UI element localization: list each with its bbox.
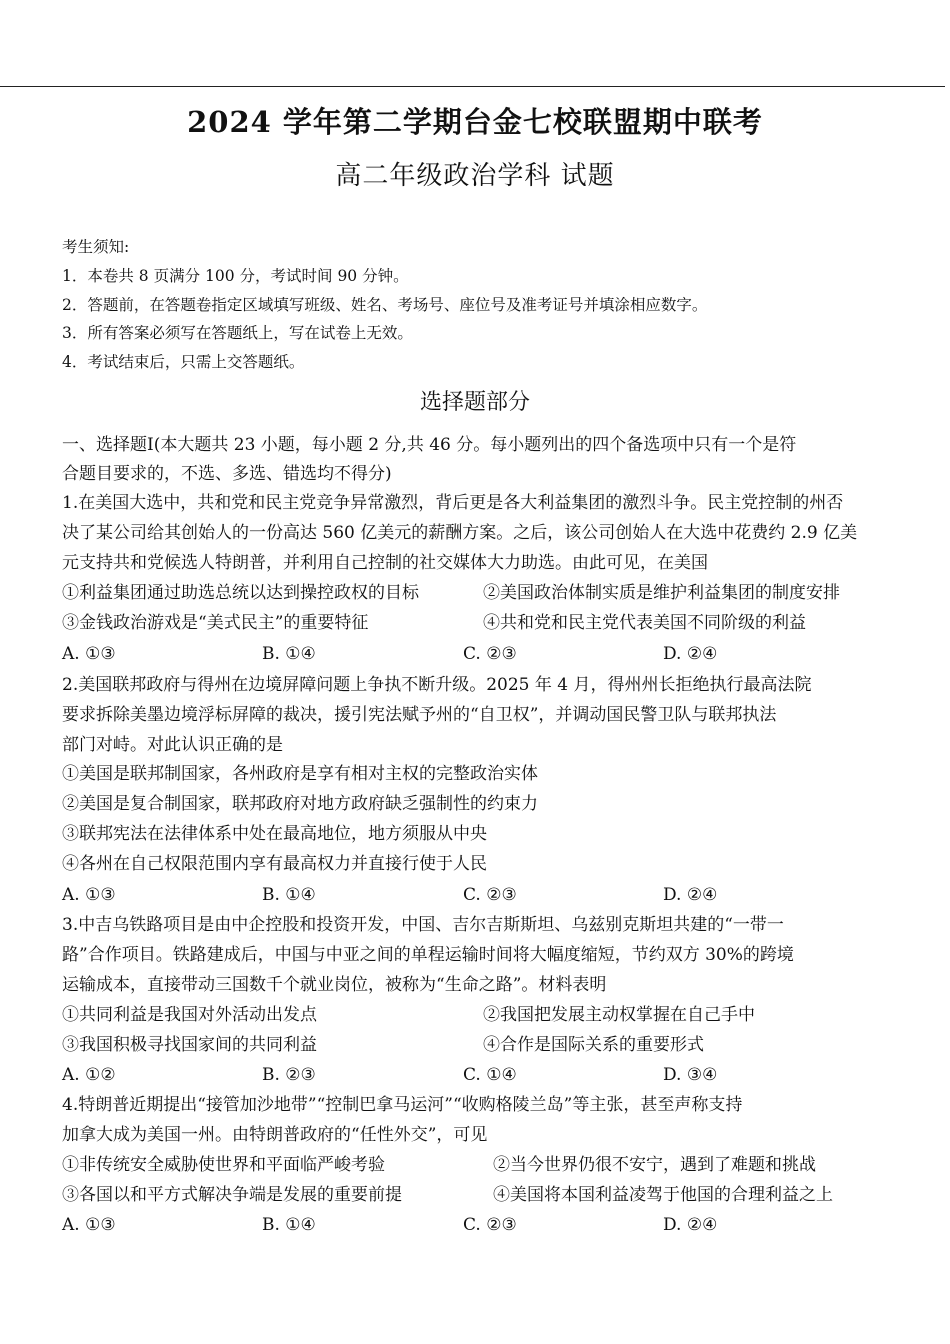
option-b[interactable]: B. ①④ <box>262 644 316 664</box>
statement: ④共和党和民主党代表美国不同阶级的利益 <box>483 613 806 633</box>
section-heading: 选择题部分 <box>419 390 530 415</box>
statement: ③金钱政治游戏是“美式民主”的重要特征 <box>62 613 369 633</box>
option-d[interactable]: D. ②④ <box>663 1215 718 1235</box>
question-4-stem: 加拿大成为美国一州。由特朗普政府的“任性外交”，可见 <box>62 1125 488 1145</box>
statement: ③我国积极寻找国家间的共同利益 <box>62 1035 317 1055</box>
option-c[interactable]: C. ②③ <box>463 1215 517 1235</box>
question-2-stem: 要求拆除美墨边境浮标屏障的裁决，援引宪法赋予州的“自卫权”，并调动国民警卫队与联邦执法 <box>62 705 777 725</box>
question-1-stem: 元支持共和党候选人特朗普，并利用自己控制的社交媒体大力助选。由此可见，在美国 <box>62 553 708 573</box>
statement: ④合作是国际关系的重要形式 <box>483 1035 704 1055</box>
question-2-statement: ③联邦宪法在法律体系中处在最高地位，地方须服从中央 <box>62 824 487 844</box>
statement: ②美国政治体制实质是维护利益集团的制度安排 <box>483 583 840 603</box>
question-3-stem: 路”合作项目。铁路建成后，中国与中亚之间的单程运输时间将大幅度缩短，节约双方 30%的跨境 <box>62 945 794 965</box>
statement: ②当今世界仍很不安宁，遇到了难题和挑战 <box>493 1155 816 1175</box>
notice-item: 2．答题前，在答题卷指定区域填写班级、姓名、考场号、座位号及准考证号并填涂相应数字。 <box>62 296 708 314</box>
statement: ④美国将本国利益凌驾于他国的合理利益之上 <box>493 1185 833 1205</box>
statement: ①利益集团通过助选总统以达到操控政权的目标 <box>62 583 419 603</box>
option-c[interactable]: C. ②③ <box>463 885 517 905</box>
question-3-stem: 运输成本，直接带动三国数千个就业岗位，被称为“生命之路”。材料表明 <box>62 975 607 995</box>
notice-label: 考生须知: <box>62 238 130 256</box>
statement: ②我国把发展主动权掌握在自己手中 <box>483 1005 755 1025</box>
notice-item: 1．本卷共 8 页满分 100 分，考试时间 90 分钟。 <box>62 267 409 285</box>
question-2-stem: 2.美国联邦政府与得州在边境屏障问题上争执不断升级。2025 年 4 月，得州州长拒绝执行最高法院 <box>62 675 812 695</box>
option-a[interactable]: A. ①② <box>62 1065 116 1085</box>
option-a[interactable]: A. ①③ <box>62 885 116 905</box>
notice-item: 3．所有答案必须写在答题纸上，写在试卷上无效。 <box>62 324 413 342</box>
option-d[interactable]: D. ②④ <box>663 885 718 905</box>
question-3-stem: 3.中吉乌铁路项目是由中企控股和投资开发，中国、吉尔吉斯斯坦、乌兹别克斯坦共建的“一带一 <box>62 915 784 935</box>
question-2-stem: 部门对峙。对此认识正确的是 <box>62 735 283 755</box>
question-2-statement: ④各州在自己权限范围内享有最高权力并直接行使于人民 <box>62 854 487 874</box>
question-2-statement: ①美国是联邦制国家，各州政府是享有相对主权的完整政治实体 <box>62 764 538 784</box>
section-instruction: 合题目要求的，不选、多选、错选均不得分) <box>62 464 392 484</box>
option-a[interactable]: A. ①③ <box>62 1215 116 1235</box>
section-instruction: 一、选择题Ⅰ(本大题共 23 小题，每小题 2 分,共 46 分。每小题列出的四个备选项中只有一个是符 <box>62 435 797 455</box>
question-1-stem: 决了某公司给其创始人的一份高达 560 亿美元的薪酬方案。之后，该公司创始人在大选中花费约 2.9 亿美 <box>62 523 858 543</box>
statement: ③各国以和平方式解决争端是发展的重要前提 <box>62 1185 402 1205</box>
question-1-stem: 1.在美国大选中，共和党和民主党竞争异常激烈，背后更是各大利益集团的激烈斗争。民主党控制的州否 <box>62 493 844 513</box>
statement: ①共同利益是我国对外活动出发点 <box>62 1005 317 1025</box>
exam-subtitle: 高二年级政治学科 试题 <box>335 161 615 191</box>
option-c[interactable]: C. ②③ <box>463 644 517 664</box>
option-d[interactable]: D. ③④ <box>663 1065 718 1085</box>
exam-title: 2024 学年第二学期台金七校联盟期中联考 <box>187 105 763 139</box>
option-b[interactable]: B. ②③ <box>262 1065 316 1085</box>
notice-item: 4．考试结束后，只需上交答题纸。 <box>62 353 305 371</box>
option-a[interactable]: A. ①③ <box>62 644 116 664</box>
question-2-statement: ②美国是复合制国家，联邦政府对地方政府缺乏强制性的约束力 <box>62 794 538 814</box>
question-4-stem: 4.特朗普近期提出“接管加沙地带”“控制巴拿马运河”“收购格陵兰岛”等主张，甚至声称支持 <box>62 1095 743 1115</box>
option-d[interactable]: D. ②④ <box>663 644 718 664</box>
option-b[interactable]: B. ①④ <box>262 1215 316 1235</box>
option-c[interactable]: C. ①④ <box>463 1065 517 1085</box>
option-b[interactable]: B. ①④ <box>262 885 316 905</box>
header-rule <box>0 86 945 87</box>
statement: ①非传统安全威胁使世界和平面临严峻考验 <box>62 1155 385 1175</box>
